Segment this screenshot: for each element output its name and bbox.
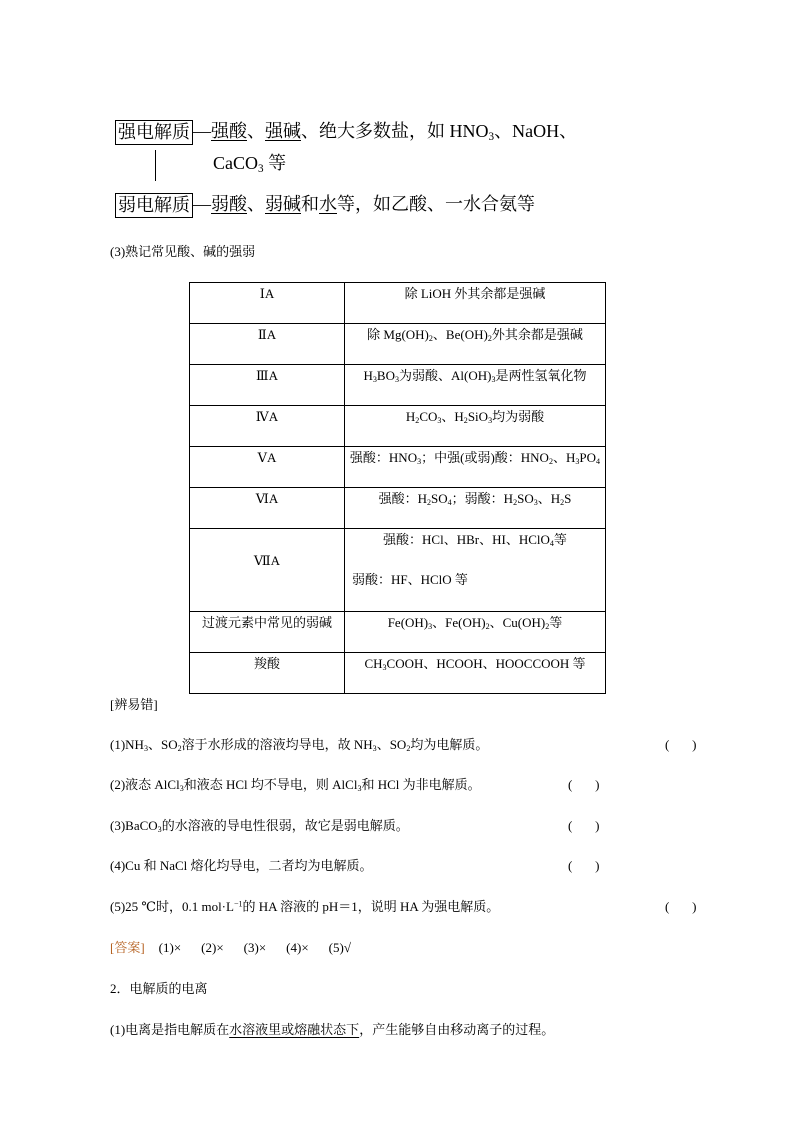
weak-electrolyte-line [115, 191, 535, 218]
table-row [190, 324, 606, 365]
section-heading: (3)熟记常见酸、碱的强弱 [110, 244, 256, 259]
underlined-term: 强碱 [265, 121, 301, 141]
strong-electrolyte-description: —强酸、强碱、绝大多数盐，如 $HNO_3$、NaOH、 [193, 121, 578, 143]
answer-blank: ( ) [568, 777, 600, 792]
underlined-term: 水 [319, 194, 337, 214]
bracket-connector-line [155, 150, 156, 181]
subscript: 2 [548, 456, 553, 466]
subscript: 3 [394, 374, 400, 384]
subscript: 3 [437, 415, 442, 425]
underlined-term: 弱酸 [211, 194, 247, 214]
table-row [190, 406, 606, 447]
error-check-item [0, 817, 794, 835]
error-check-statement: (2)液态 AlCl$_3$和液态 HCl 均不导电，则 AlCl$_3$和 HCl 为非电解质。 [110, 777, 481, 793]
subscript: 3 [417, 456, 422, 466]
weak-electrolyte-description: —弱酸、弱碱和水等，如乙酸、一水合氨等 [193, 194, 535, 214]
strong-electrolyte-continuation: CaCO$_3$ 等 [213, 153, 287, 175]
strength-cell [345, 529, 606, 612]
subscript: 3 [143, 744, 148, 753]
strength-cell: 强酸：$H_2SO_4$；弱酸：$H_2SO_3$、$H_2S$ [345, 488, 606, 529]
subscript: 4 [596, 456, 601, 466]
strength-cell: 除 $Mg(OH)_2$、$Be(OH)_2$外其余都是强碱 [345, 324, 606, 365]
underlined-term: 水溶液里或熔融状态下 [229, 1022, 360, 1037]
group-cell: 羧酸 [190, 653, 345, 694]
subscript: 2 [406, 744, 411, 753]
group-cell: ⅢA [190, 365, 345, 406]
subscript: 3 [533, 497, 538, 507]
weak-acids-line: 弱酸：HF、HClO 等 [352, 572, 468, 587]
subscript: 3 [488, 130, 495, 143]
subscript: 2 [560, 497, 565, 507]
strong-electrolyte-line [115, 118, 577, 145]
table-row [190, 283, 606, 324]
subscript: 2 [177, 744, 182, 753]
subscript: 3 [258, 162, 264, 175]
error-check-statement: (5)25 ℃时，0.1 $mol\cdot L^{-1}$的 HA 溶液的 pH＝1，说明 HA 为强电解质。 [110, 899, 500, 914]
error-check-statement: (4)Cu 和 NaCl 熔化均导电，二者均为电解质。 [110, 858, 373, 873]
answer-item: (5)√ [328, 940, 351, 955]
error-check-heading: [辨易错] [110, 697, 158, 712]
group-cell: ⅠA [190, 283, 345, 324]
table-row [190, 612, 606, 653]
subscript: 2 [485, 621, 490, 631]
answer-blank: ( ) [665, 737, 697, 752]
subscript: 3 [179, 784, 184, 793]
error-check-item [0, 736, 794, 754]
error-check-statement: (3)BaCO$_3$的水溶液的导电性很弱，故它是弱电解质。 [110, 818, 409, 834]
table-row [190, 529, 606, 612]
answer-item: (4)× [286, 940, 309, 955]
strong-acids-line: 强酸：HCl、HBr、HI、HClO$_4$等 [383, 532, 567, 548]
acid-base-strength-table [189, 282, 606, 694]
answer-label: [答案] [110, 940, 145, 955]
error-check-item [0, 857, 794, 875]
error-check-item [0, 898, 794, 916]
ionization-definition: (1)电离是指电解质在水溶液里或熔融状态下，产生能够自由移动离子的过程。 [110, 1022, 555, 1037]
table-row [190, 365, 606, 406]
answer-blank: ( ) [568, 818, 600, 833]
group-cell: ⅦA [190, 529, 345, 612]
strength-cell: 除 LiOH 外其余都是强碱 [345, 283, 606, 324]
subscript: 3 [488, 415, 493, 425]
answer-item: (3)× [243, 940, 267, 955]
answer-line [110, 939, 351, 957]
subscript: 4 [447, 497, 452, 507]
error-check-item [0, 776, 794, 794]
subscript: 4 [549, 539, 554, 548]
group-cell: ⅣA [190, 406, 345, 447]
strength-cell: 强酸：$HNO_3$；中强(或弱)酸：$HNO_2$、$H_3PO_4$ [345, 447, 606, 488]
group-cell: ⅡA [190, 324, 345, 365]
subscript: 3 [157, 825, 162, 834]
subscript: 2 [415, 415, 420, 425]
answer-blank: ( ) [665, 899, 697, 914]
subscript: 2 [426, 497, 432, 507]
strong-electrolyte-label: 强电解质 [115, 120, 193, 145]
subscript: 2 [513, 497, 518, 507]
underlined-term: 强酸 [211, 121, 247, 141]
answer-blank: ( ) [568, 858, 600, 873]
answer-item: (2)× [201, 940, 224, 955]
strength-cell: $Fe(OH)_3$、$Fe(OH)_2$、$Cu(OH)_2$等 [345, 612, 606, 653]
subscript: 3 [428, 621, 433, 631]
strength-cell: $H_3BO_3$为弱酸、$Al(OH)_3$是两性氢氧化物 [345, 365, 606, 406]
subscript: 3 [357, 784, 362, 793]
error-check-statement: $(1)NH_3$、$SO_2$溶于水形成的溶液均导电，故 $NH_3$、$SO_2$均为电解质。 [110, 737, 489, 753]
group-cell: 过渡元素中常见的弱碱 [190, 612, 345, 653]
table-row [190, 653, 606, 694]
superscript: −1 [233, 899, 243, 909]
subscript: 3 [491, 374, 496, 384]
table-row [190, 447, 606, 488]
ionization-heading: 2．电解质的电离 [110, 981, 208, 996]
weak-electrolyte-label: 弱电解质 [115, 193, 193, 218]
subscript: 2 [545, 621, 550, 631]
subscript: 3 [372, 744, 377, 753]
subscript: 2 [428, 333, 433, 343]
subscript: 3 [382, 662, 387, 672]
answer-item: (1)× [158, 940, 182, 955]
subscript: 3 [575, 456, 580, 466]
strength-cell: $H_2CO_3$、$H_2SiO_3$均为弱酸 [345, 406, 606, 447]
underlined-term: 弱碱 [265, 194, 301, 214]
group-cell: ⅤA [190, 447, 345, 488]
subscript: 2 [487, 333, 492, 343]
table-row [190, 488, 606, 529]
strength-cell: $CH_3COOH$、HCOOH、HOOCCOOH 等 [345, 653, 606, 694]
subscript: 2 [463, 415, 468, 425]
subscript: 3 [372, 374, 377, 384]
group-cell: ⅥA [190, 488, 345, 529]
